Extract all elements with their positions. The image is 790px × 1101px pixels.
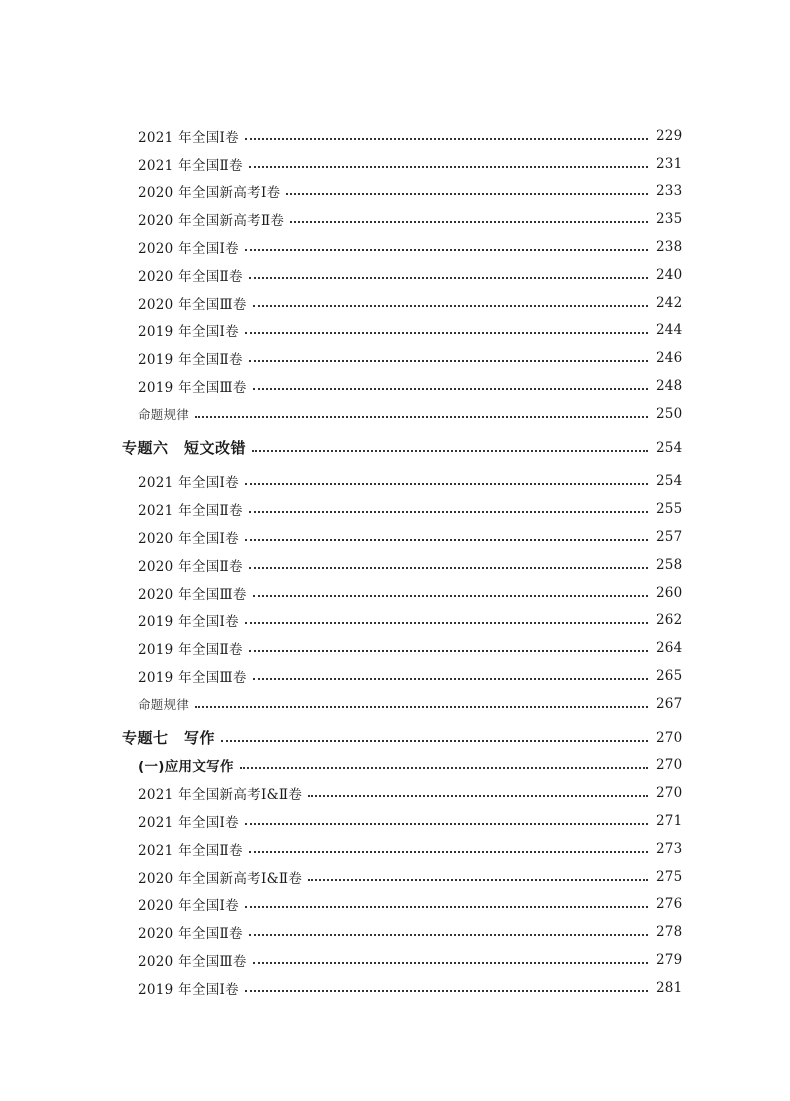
toc-entry-title: 2020 年全国Ⅲ卷 [138,586,247,603]
dot-leader [221,740,648,742]
toc-entry-page: 254 [656,473,683,490]
toc-entry-title: 2019 年全国Ⅰ卷 [138,614,239,631]
dot-leader [290,221,648,223]
toc-entry-page: 240 [656,266,683,283]
dot-leader [245,906,648,908]
dot-leader [245,990,648,992]
toc-entry[interactable] [0,289,790,317]
toc-entry[interactable] [0,551,790,579]
dot-leader [240,767,648,769]
toc-entry-page: 270 [656,729,683,746]
dot-leader [253,595,648,597]
dot-leader [245,138,648,140]
toc-entry-page: 229 [656,127,683,144]
toc-entry-page: 262 [656,612,683,629]
toc-entry[interactable] [0,974,790,1002]
dot-leader [253,962,648,964]
toc-entry[interactable] [0,891,790,919]
toc-entry-page: 233 [656,183,683,200]
toc-entry-title: 2020 年全国Ⅰ卷 [138,898,239,915]
toc-chapter-heading[interactable] [0,724,790,752]
toc-section-title: (一)应用文写作 [138,759,234,776]
toc-entry-page: 265 [656,668,683,685]
toc-entry-title: 2019 年全国Ⅰ卷 [138,981,239,998]
toc-entry-rules[interactable] [0,400,790,428]
dot-leader [253,388,648,390]
toc-entry-title: 2020 年全国Ⅱ卷 [138,268,243,285]
toc-entry-title: 2021 年全国Ⅱ卷 [138,503,243,520]
toc-chapter-heading[interactable] [0,434,790,462]
toc-entry-title: 命题规律 [138,406,190,422]
toc-entry[interactable] [0,122,790,150]
toc-entry-title: 2021 年全国Ⅰ卷 [138,815,239,832]
dot-leader [249,650,648,652]
toc-entry-page: 278 [656,924,683,941]
toc-entry-page: 246 [656,350,683,367]
toc-entry-page: 254 [656,439,683,456]
dot-leader [286,193,648,195]
toc-entry-page: 276 [656,896,683,913]
toc-entry-title: 2019 年全国Ⅲ卷 [138,380,247,397]
toc-entry-page: 238 [656,239,683,256]
dot-leader [249,567,648,569]
toc-entry-page: 271 [656,813,683,830]
toc-entry[interactable] [0,468,790,496]
toc-entry-page: 275 [656,868,683,885]
toc-entry-title: 2020 年全国新高考Ⅱ卷 [138,213,285,230]
toc-entry-title: 2021 年全国Ⅱ卷 [138,842,243,859]
toc-entry[interactable] [0,372,790,400]
dot-leader [249,166,648,168]
toc-entry-title: 2019 年全国Ⅱ卷 [138,642,243,659]
toc-entry-page: 235 [656,211,683,228]
toc-entry[interactable] [0,205,790,233]
toc-entry[interactable] [0,835,790,863]
toc-entry[interactable] [0,662,790,690]
toc-entry-title: 2021 年全国Ⅰ卷 [138,475,239,492]
toc-entry-title: 2020 年全国新高考Ⅰ&Ⅱ卷 [138,870,303,887]
toc-entry[interactable] [0,495,790,523]
toc-entry-title: 2019 年全国Ⅰ卷 [138,324,239,341]
toc-entry-title: 2020 年全国Ⅲ卷 [138,296,247,313]
toc-entry-title: 2019 年全国Ⅱ卷 [138,352,243,369]
toc-entry-title: 2020 年全国Ⅱ卷 [138,558,243,575]
dot-leader [249,934,648,936]
toc-entry[interactable] [0,863,790,891]
toc-entry-title: 2020 年全国Ⅰ卷 [138,531,239,548]
toc-entry-title: 2020 年全国Ⅰ卷 [138,241,239,258]
toc-entry-title: 2019 年全国Ⅲ卷 [138,670,247,687]
toc-entry-title: 2020 年全国新高考Ⅰ卷 [138,185,281,202]
dot-leader [245,539,648,541]
toc-chapter-title: 专题七 写作 [122,729,216,748]
toc-entry-page: 270 [656,757,683,774]
toc-entry-page: 273 [656,840,683,857]
dot-leader [308,879,648,881]
dot-leader [252,450,648,452]
toc-entry-page: 248 [656,378,683,395]
toc-entry-page: 231 [656,155,683,172]
dot-leader [249,360,648,362]
toc-entry-rules[interactable] [0,690,790,718]
toc-entry-page: 267 [656,695,683,712]
toc-section-heading[interactable] [0,752,790,780]
toc-entry-page: 264 [656,640,683,657]
toc-entry[interactable] [0,178,790,206]
toc-entry[interactable] [0,634,790,662]
toc-entry-title: 2020 年全国Ⅲ卷 [138,954,247,970]
dot-leader [253,678,648,680]
toc-entry[interactable] [0,344,790,372]
dot-leader [249,277,648,279]
toc-entry[interactable] [0,607,790,635]
toc-entry-title: 2021 年全国Ⅱ卷 [138,157,243,174]
dot-leader [195,416,648,418]
toc-entry[interactable] [0,807,790,835]
toc-entry-page: 242 [656,294,683,311]
toc-entry-page: 250 [656,405,683,422]
dot-leader [245,332,648,334]
toc-chapter-title: 专题六 短文改错 [122,439,247,458]
toc-entry-page: 255 [656,501,683,518]
dot-leader [308,795,648,797]
toc-entry-title: 2021 年全国新高考Ⅰ&Ⅱ卷 [138,787,303,804]
toc-entry[interactable] [0,233,790,261]
dot-leader [245,249,648,251]
toc-entry-page: 281 [656,979,683,996]
toc-entry[interactable] [0,779,790,807]
dot-leader [245,622,648,624]
dot-leader [245,483,648,485]
dot-leader [249,851,648,853]
toc-entry-page: 258 [656,556,683,573]
toc-entry[interactable] [0,579,790,607]
dot-leader [249,511,648,513]
toc-entry-page: 279 [656,952,683,968]
toc-entry-title: 命题规律 [138,696,190,712]
toc-entry-page: 244 [656,322,683,339]
toc-entry[interactable] [0,523,790,551]
dot-leader [195,706,648,708]
toc-entry-page: 257 [656,529,683,546]
table-of-contents [0,122,790,1002]
dot-leader [245,823,648,825]
toc-entry[interactable] [0,317,790,345]
toc-entry-page: 260 [656,584,683,601]
toc-entry[interactable] [0,261,790,289]
toc-entry-page: 270 [656,785,683,802]
toc-entry[interactable] [0,918,790,946]
toc-entry[interactable] [0,946,790,974]
dot-leader [253,305,648,307]
toc-entry-title: 2021 年全国Ⅰ卷 [138,129,239,146]
toc-entry[interactable] [0,150,790,178]
toc-entry-title: 2020 年全国Ⅱ卷 [138,926,243,943]
